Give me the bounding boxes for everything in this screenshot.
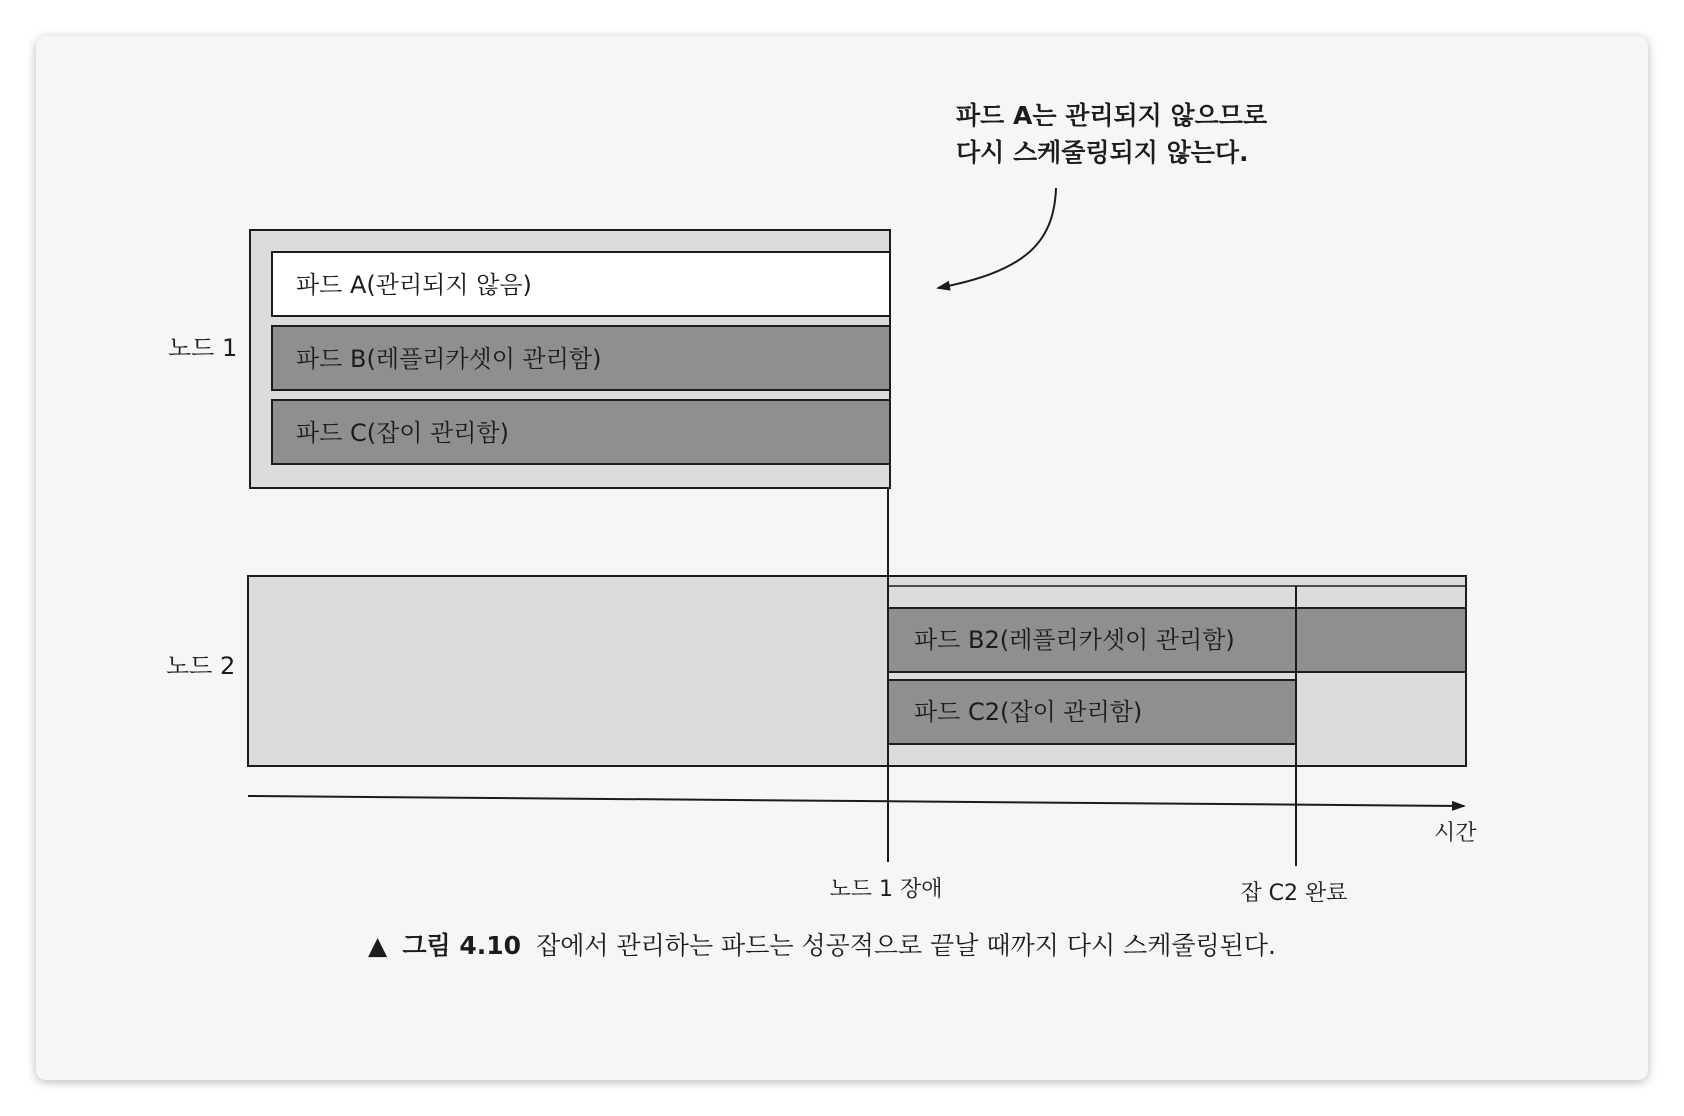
caption-text: 잡에서 관리하는 파드는 성공적으로 끝날 때까지 다시 스케줄링된다. bbox=[536, 931, 1276, 960]
figure-caption bbox=[368, 931, 1276, 960]
pod-c2-label: 파드 C2(잡이 관리함) bbox=[914, 698, 1143, 726]
annotation-line-1: 파드 A는 관리되지 않으므로 bbox=[956, 101, 1268, 130]
pod-b-label: 파드 B(레플리카셋이 관리함) bbox=[296, 345, 602, 373]
time-axis bbox=[248, 796, 1464, 806]
node-2-label: 노드 2 bbox=[166, 652, 236, 680]
pod-a-label: 파드 A(관리되지 않음) bbox=[296, 271, 532, 299]
pod-b2-label: 파드 B2(레플리카셋이 관리함) bbox=[914, 626, 1235, 654]
event-job-c2-complete-label: 잡 C2 완료 bbox=[1240, 881, 1348, 906]
caption-marker-icon: ▲ bbox=[368, 931, 388, 960]
node-1-label: 노드 1 bbox=[168, 334, 238, 362]
event-node1-failure-label: 노드 1 장애 bbox=[829, 877, 943, 902]
pod-c-label: 파드 C(잡이 관리함) bbox=[296, 419, 510, 447]
annotation-line-2: 다시 스케줄링되지 않는다. bbox=[956, 138, 1249, 167]
caption-figure-number: 그림 4.10 bbox=[402, 931, 522, 960]
time-axis-label: 시간 bbox=[1434, 821, 1477, 846]
timeline-diagram bbox=[36, 36, 1648, 1080]
figure-page bbox=[36, 36, 1648, 1080]
annotation-arrow bbox=[938, 188, 1056, 288]
